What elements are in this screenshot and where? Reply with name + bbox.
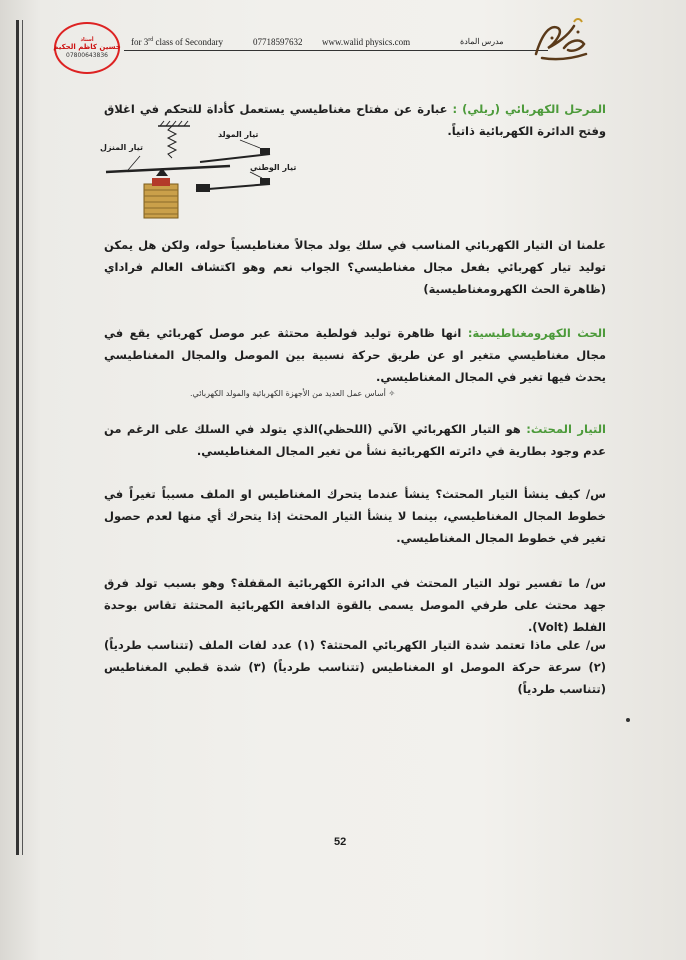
page-number: 52 — [334, 836, 347, 848]
relay-definition: المرحل الكهربائي (ريلي) : عبارة عن مفتاح مغناطيسي يستعمل كأداة للتحكم في اغلاق وفتح الدائرة الكهربائية ذاتياً. — [104, 102, 606, 138]
diagram-label-national: تيار الوطني — [250, 163, 297, 172]
diagram-label-home: تيار المنزل — [100, 143, 143, 152]
margin-rule — [16, 20, 19, 855]
header-grade: for 3rd class of Secondary — [131, 37, 223, 47]
signature-logo — [528, 14, 592, 64]
induction-definition: الحث الكهرومغناطيسية: انها ظاهرة توليد فولطية محتثة عبر موصل كهربائي يقع في مجال مغناطيسي متغير او عن طريق حركة نسبية بين الموصل والمجال المغناطيسي يحدث فيها تغير في المجال المغناطيسي. — [104, 326, 606, 384]
author-stamp: أستاذ حسين كاظم الحكيم 07800643836 — [54, 22, 120, 74]
header-teacher-label: مدرس المادة — [460, 37, 504, 46]
header-website: www.walid physics.com — [322, 37, 411, 47]
ink-dot — [626, 718, 630, 722]
question-3: س/ على ماذا تعتمد شدة التيار الكهربائي المحتثة؟ (١) عدد لفات الملف (تتناسب طردياً) (٢) سرعة حركة الموصل او المغناطيس (تتناسب طردياً) (٣) شدة قطبي المغناطيس (تتناسب طردياً) — [104, 638, 606, 696]
margin-rule-thin — [22, 20, 23, 855]
question-2: س/ ما تفسير تولد التيار المحتث في الدائرة الكهربائية المقفلة؟ وهو بسبب تولد فرق جهد محتث على طرفي الموصل يسمى بالقوة الدافعة الكهربائية المحتثة تقاس بوحدة الفلط (Volt). — [104, 576, 606, 634]
header-rule — [124, 50, 548, 51]
diagram-label-generator: تيار المولد — [218, 130, 259, 139]
relay-diagram — [100, 118, 300, 220]
intro-paragraph: علمنا ان التيار الكهربائي المناسب في سلك يولد مجالاً مغناطيسياً حوله، ولكن هل يمكن توليد تيار كهربائي بفعل مجال مغناطيسي؟ الجواب نعم وهو اكتشاف العالم فراداي (ظاهرة الحث الكهرومغناطيسية) — [104, 238, 606, 296]
induction-note: ✧ أساس عمل العديد من الأجهزة الكهربائية والمولد الكهربائي. — [190, 389, 396, 398]
question-1: س/ كيف ينشأ التيار المحتث؟ ينشأ عندما يتحرك المغناطيس او الملف مسبباً تغيراً في خطوط المجال المغناطيسي، بينما لا ينشأ التيار المحتث إذا يتحرك أي منها لعدم حصول تغير في خطوط المجال المغناطيسي. — [104, 487, 606, 545]
induced-current-definition: التيار المحتث: هو التيار الكهربائي الآني (اللحظي)الذي يتولد في السلك على الرغم من عدم وجود بطارية في دائرته الكهربائية نشأ من تغير المجال المغناطيسي. — [104, 422, 606, 458]
header-phone: 07718597632 — [253, 37, 303, 47]
